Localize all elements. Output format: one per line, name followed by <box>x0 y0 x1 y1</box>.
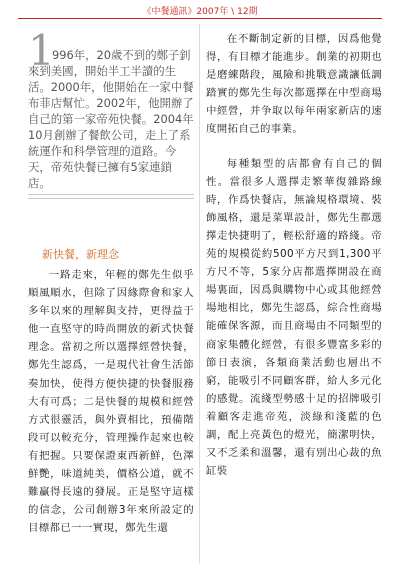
dropcap: 1 <box>28 26 55 75</box>
left-column <box>28 26 194 535</box>
column-divider <box>199 24 200 564</box>
right-column <box>206 30 382 480</box>
header-rule <box>18 18 382 19</box>
intro-block <box>28 26 194 191</box>
page-header <box>0 0 400 22</box>
header-text: 《中餐通訊》2007年 \ 12期 <box>142 7 258 17</box>
right-paragraph-2: 每種類型的店都會有自己的個性。當很多人選擇走繁華復雜路線時，作爲快餐店，無論規格環境、裝飾風格，還是菜單設計，鄭先生都選擇走快捷明了，輕松舒適的路綫。帝苑的規模從約500平方尺到1,300平方尺不等，5家分店都選擇開設在商場裏面，因爲與購物中心或其他經營場地相比，鄭先生認爲，綜合性商場能確保客源，而且商場由不同類型的商家集體化經營，有很多豐富多彩的節日表演，各類商業活動也層出不窮，能吸引不同顧客群，給人多元化的感覺。流綫型勢感十足的招牌吸引着顧客走進帝苑，淡綠和淺藍的色調，配上亮黃色的燈光，簡潔明快，又不乏柔和溫馨，還有別出心裁的魚缸裝 <box>206 157 382 478</box>
left-body-paragraph: 一路走來，年輕的鄭先生似乎順風順水，但除了因緣際會和家人多年以來的理解與支持，更得益于他一直堅守的時尚開放的新式快餐理念。當初之所以選擇經營快餐，鄭先生認爲，一是現代社會生活節奏加快，使得方便快捷的快餐服務大有可爲；二是快餐的規模和經營方式很靈活，與外賣相比，預備階段可以較充分，管理操作起來也較有把握。只要保證東西新鮮，色澤鮮艷，味道純美，價格公道，就不難贏得長遠的發展。正是堅守這樣的信念，公司創辦3年來所設定的目標都已一一實現，鄭先生還 <box>28 269 194 535</box>
intro-text: 996年，20歲不到的鄭子釗來到美國，開始半工半讀的生活。2000年，他開始在一家中餐布菲店幫忙。2002年，他開辦了自己的第一家帝苑快餐。2004年10月創辦了餐飲公司，走上了系統運作和科學管理的道路。今天，帝苑快餐已擁有5家連鎖店。 <box>28 48 194 191</box>
right-paragraph-1: 在不斷制定新的目標，因爲他覺得，有目標才能進步。創業的初期也是磨練階段，風險和挑戰意識讓低調踏實的鄭先生每次都選擇在中型商場中經營，并争取以每年兩家新店的速度開拓自己的事業。 <box>206 33 382 136</box>
intro-rule <box>28 194 194 199</box>
section-title: 新快餐，新理念 <box>42 248 119 261</box>
